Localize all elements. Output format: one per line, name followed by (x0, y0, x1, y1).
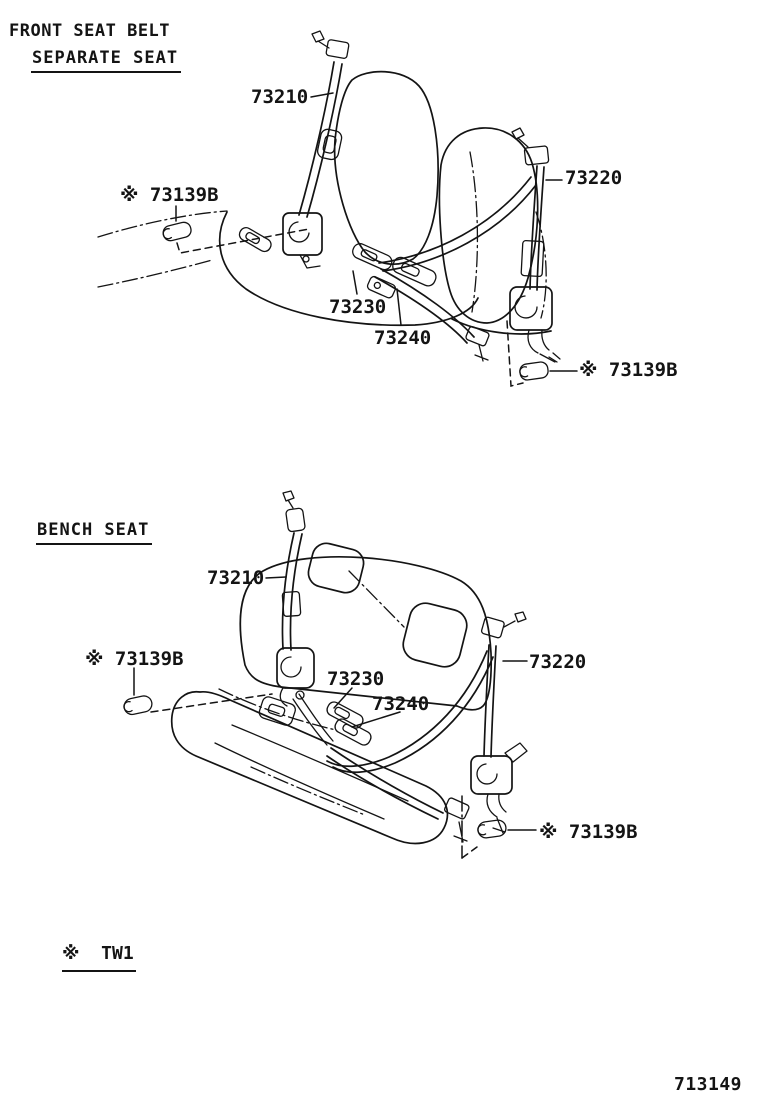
part-label-bench-73220: 73220 (529, 651, 587, 673)
page-title: FRONT SEAT BELT (9, 21, 171, 41)
part-label-separate-73240: 73240 (374, 327, 432, 349)
part-label-separate-73220: 73220 (565, 167, 623, 189)
separate-clip-73139b-left (162, 221, 193, 242)
part-label-bench-73240: 73240 (372, 693, 430, 715)
separate-buckle-73230-73240 (350, 241, 438, 299)
figure-number: 713149 (674, 1074, 743, 1095)
part-label-bench-73139b-left: ※ 73139B (85, 648, 184, 670)
part-label-bench-73139b-right: ※ 73139B (539, 821, 638, 843)
part-label-separate-73139b-left: ※ 73139B (120, 184, 219, 206)
bench-clip-73139b-left (122, 694, 153, 716)
bench-clip-73139b-right (477, 819, 507, 839)
footnote-tw1: ※ TW1 (62, 944, 136, 972)
part-label-separate-73210: 73210 (251, 86, 309, 108)
section-title-separate-seat: SEPARATE SEAT (31, 49, 181, 73)
separate-clip-73139b-right (519, 361, 549, 381)
part-label-separate-73139b-right: ※ 73139B (579, 359, 678, 381)
separate-seat-diagram (98, 31, 577, 386)
part-label-separate-73230: 73230 (329, 296, 387, 318)
bench-belt-73210-assembly (258, 491, 314, 727)
bench-buckle-73230-73240 (293, 694, 373, 747)
part-label-bench-73230: 73230 (327, 668, 385, 690)
part-label-bench-73210: 73210 (207, 567, 265, 589)
section-title-bench-seat: BENCH SEAT (36, 521, 152, 545)
